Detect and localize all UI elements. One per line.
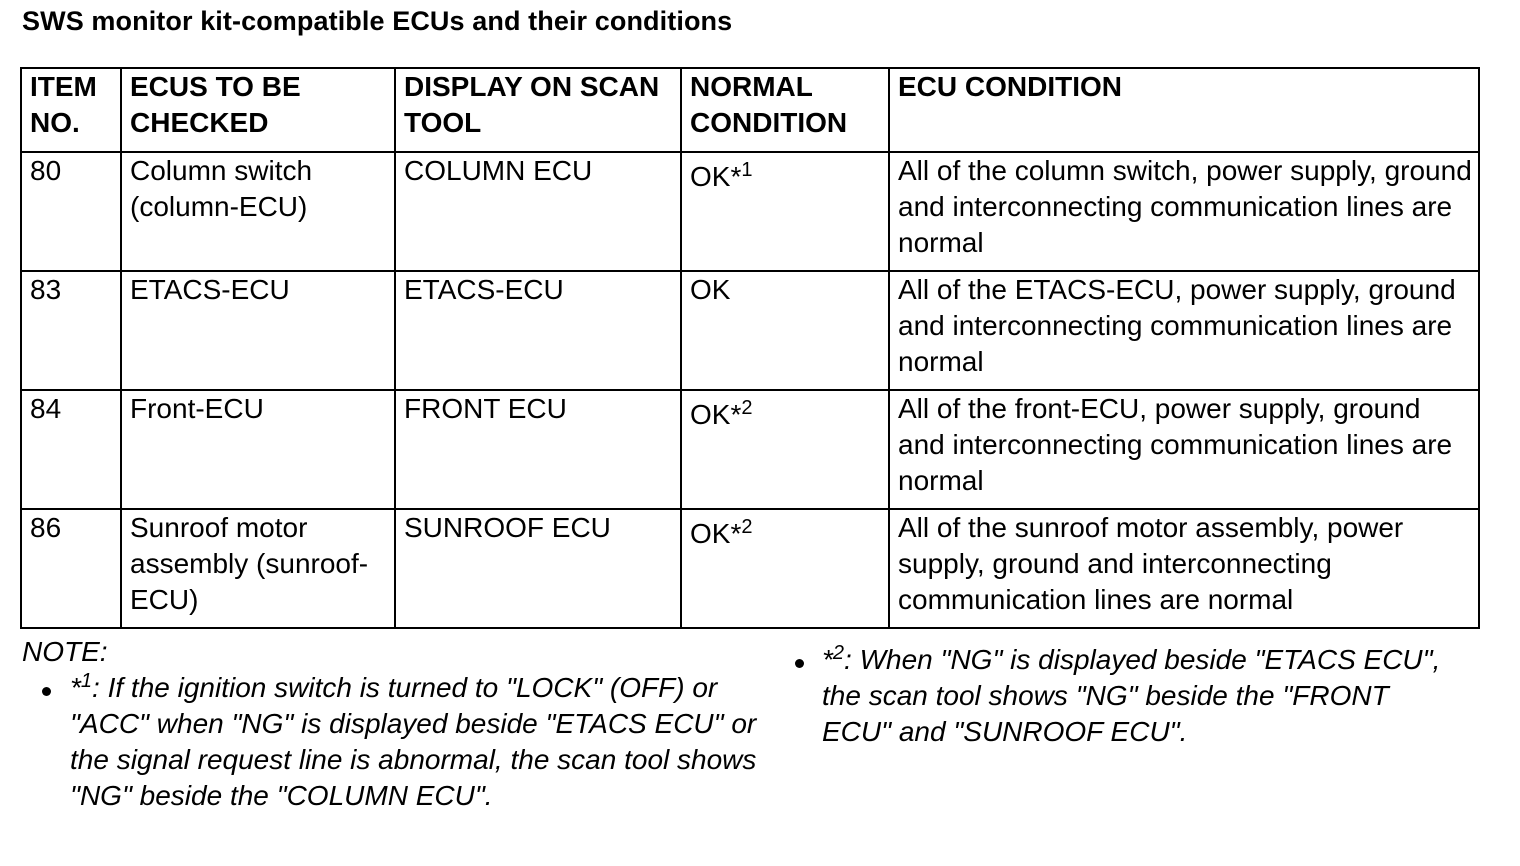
footnote-ref: 1	[741, 159, 753, 181]
note-text: : When "NG" is displayed beside "ETACS ECU", the scan tool shows "NG" beside the "FRONT ECU" and "SUNROOF ECU".	[822, 644, 1441, 747]
table-row	[21, 152, 1479, 271]
header-ecu-condition: ECU CONDITION	[889, 68, 1479, 152]
cell-ecu-name: Front-ECU	[121, 390, 395, 509]
bullet-icon	[42, 687, 51, 696]
header-ecus-to-be-checked: ECUS TO BE CHECKED	[121, 68, 395, 152]
cell-display: FRONT ECU	[395, 390, 681, 509]
cell-item-no: 84	[21, 390, 121, 509]
header-item-no: ITEM NO.	[21, 68, 121, 152]
table-row	[21, 509, 1479, 628]
note-ref: 1	[80, 670, 93, 692]
notes-left-column	[22, 634, 762, 814]
normal-value: OK	[690, 274, 731, 305]
cell-ecu-condition: All of the front-ECU, power supply, ground and interconnecting communication lines are normal	[889, 390, 1479, 509]
cell-ecu-name: ETACS-ECU	[121, 271, 395, 390]
table-row	[21, 271, 1479, 390]
cell-display: ETACS-ECU	[395, 271, 681, 390]
cell-ecu-name: Column switch (column-ECU)	[121, 152, 395, 271]
cell-ecu-condition: All of the ETACS-ECU, power supply, ground and interconnecting communication lines are normal	[889, 271, 1479, 390]
notes-right-column	[790, 642, 1450, 750]
cell-display: SUNROOF ECU	[395, 509, 681, 628]
header-normal-condition: NORMAL CONDITION	[681, 68, 889, 152]
cell-ecu-name: Sunroof motor assembly (sunroof-ECU)	[121, 509, 395, 628]
normal-value: OK*	[690, 399, 742, 430]
ecu-conditions-table	[20, 67, 1480, 629]
cell-normal-condition	[681, 271, 889, 390]
note-ref: 2	[832, 642, 845, 664]
cell-normal-condition	[681, 390, 889, 509]
header-display-on-scan-tool: DISPLAY ON SCAN TOOL	[395, 68, 681, 152]
note-item	[22, 670, 762, 814]
cell-normal-condition	[681, 152, 889, 271]
note-marker: *	[70, 672, 81, 703]
note-item	[790, 642, 1450, 750]
cell-ecu-condition: All of the column switch, power supply, ground and interconnecting communication lines are normal	[889, 152, 1479, 271]
footnote-ref: 2	[741, 516, 753, 538]
table-header-row	[21, 68, 1479, 152]
note-text: : If the ignition switch is turned to "LOCK" (OFF) or "ACC" when "NG" is displayed beside "ETACS ECU" or the signal request line is abnormal, the scan tool shows "NG" beside the "COLUMN ECU".	[70, 672, 757, 811]
cell-normal-condition	[681, 509, 889, 628]
normal-value: OK*	[690, 161, 742, 192]
cell-display: COLUMN ECU	[395, 152, 681, 271]
note-label: NOTE:	[22, 636, 108, 667]
page-title: SWS monitor kit-compatible ECUs and their conditions	[22, 6, 733, 36]
normal-value: OK*	[690, 518, 742, 549]
note-marker: *	[822, 644, 833, 675]
table-row	[21, 390, 1479, 509]
bullet-icon	[795, 659, 804, 668]
cell-item-no: 83	[21, 271, 121, 390]
cell-item-no: 86	[21, 509, 121, 628]
cell-ecu-condition: All of the sunroof motor assembly, power supply, ground and interconnecting communication lines are normal	[889, 509, 1479, 628]
cell-item-no: 80	[21, 152, 121, 271]
footnote-ref: 2	[741, 397, 753, 419]
